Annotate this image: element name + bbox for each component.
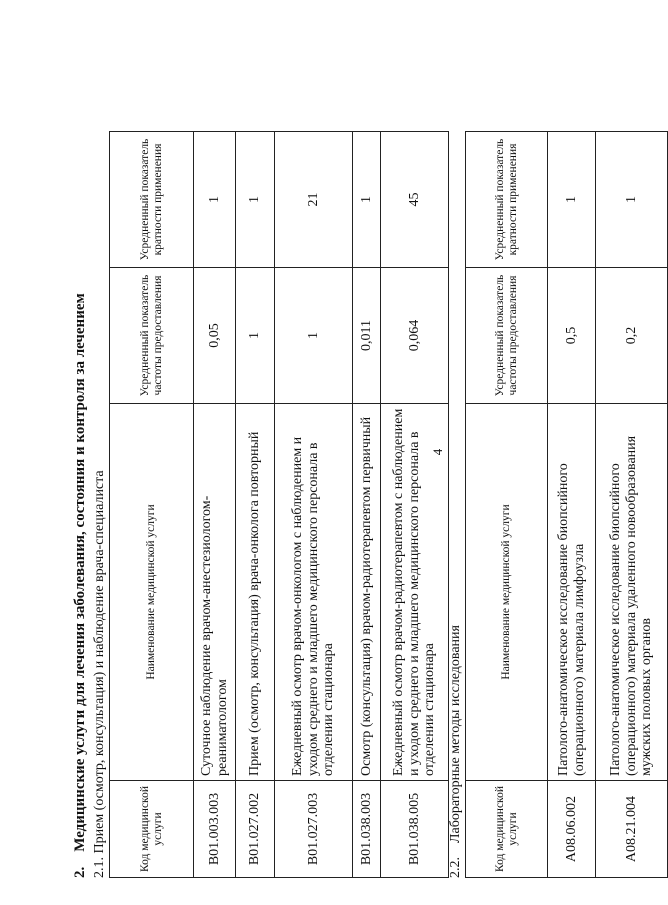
service-code: B01.003.003 [194, 781, 236, 878]
col-header-name: Наименование медицинской услуги [110, 404, 194, 781]
service-name: Патолого-анатомическое исследование биопсийного (операционного) материала удаленного новообразования мужских половых органов [596, 404, 668, 781]
table-row [275, 132, 353, 878]
frequency-value: 0,5 [548, 268, 596, 404]
section-title: 2. Медицинские услуги для лечения заболевания, состояния и контроля за лечением [72, 293, 88, 878]
table-row [381, 132, 449, 878]
multiplicity-value: 1 [194, 132, 236, 268]
table-row [353, 132, 381, 878]
service-code: B01.027.003 [275, 781, 353, 878]
table1-header-row [110, 132, 194, 878]
table1-subtitle: 2.1. Прием (осмотр, консультация) и наблюдение врача-специалиста [92, 470, 107, 878]
multiplicity-value: 1 [353, 132, 381, 268]
table-row [596, 132, 668, 878]
service-name: Ежедневный осмотр врачом-онкологом с наблюдением и уходом среднего и младшего медицинского персонала в отделении стационара [275, 404, 353, 781]
service-code: A08.21.004 [596, 781, 668, 878]
service-code: B01.038.003 [353, 781, 381, 878]
frequency-value: 1 [275, 268, 353, 404]
service-name: Осмотр (консультация) врачом-радиотерапевтом первичный [353, 404, 381, 781]
multiplicity-value: 45 [381, 132, 449, 268]
multiplicity-value: 1 [236, 132, 275, 268]
table2-header-row [466, 132, 548, 878]
table-row [548, 132, 596, 878]
col-header-freq: Усредненный показатель частоты предоставления [110, 268, 194, 404]
col-header-mult: Усредненный показатель кратности применения [466, 132, 548, 268]
frequency-value: 0,05 [194, 268, 236, 404]
multiplicity-value: 21 [275, 132, 353, 268]
service-code: B01.027.002 [236, 781, 275, 878]
col-header-code: Код медицинской услуги [110, 781, 194, 878]
service-name: Прием (осмотр, консультация) врача-онколога повторный [236, 404, 275, 781]
frequency-value: 0,011 [353, 268, 381, 404]
col-header-code: Код медицинской услуги [466, 781, 548, 878]
table-row [236, 132, 275, 878]
frequency-value: 0,2 [596, 268, 668, 404]
service-name: Патолого-анатомическое исследование биопсийного (операционного) материала лимфоузла [548, 404, 596, 781]
service-name: Ежедневный осмотр врачом-радиотерапевтом с наблюдением и уходом среднего и младшего медицинского персонала в отделении стационара [381, 404, 449, 781]
table2 [465, 131, 668, 878]
col-header-freq: Усредненный показатель частоты предоставления [466, 268, 548, 404]
col-header-mult: Усредненный показатель кратности применения [110, 132, 194, 268]
frequency-value: 1 [236, 268, 275, 404]
rotated-content [70, 48, 655, 878]
table1 [109, 131, 449, 878]
table-row [194, 132, 236, 878]
frequency-value: 0,064 [381, 268, 449, 404]
multiplicity-value: 1 [596, 132, 668, 268]
multiplicity-value: 1 [548, 132, 596, 268]
page-number: 4 [430, 448, 445, 456]
table2-subtitle: 2.2. Лабораторные методы исследования [448, 625, 463, 878]
service-code: B01.038.005 [381, 781, 449, 878]
service-name: Суточное наблюдение врачом-анестезиологом-реаниматологом [194, 404, 236, 781]
col-header-name: Наименование медицинской услуги [466, 404, 548, 781]
service-code: A08.06.002 [548, 781, 596, 878]
